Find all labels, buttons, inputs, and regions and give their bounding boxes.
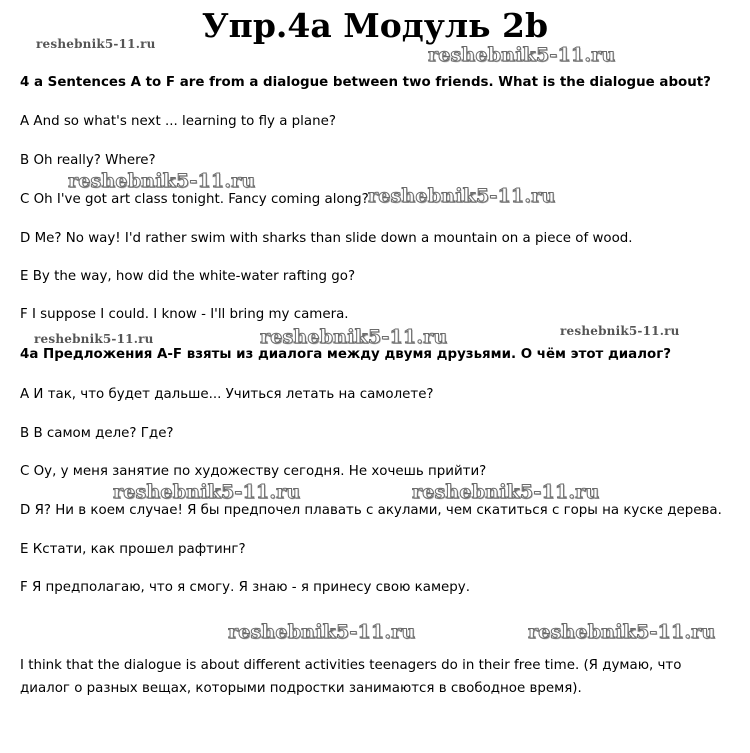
watermark: reshebnik5-11.ru: [368, 185, 556, 207]
russian-line-e: E Кстати, как прошел рафтинг?: [20, 542, 246, 557]
english-line-f: F I suppose I could. I know - I'll bring my camera.: [20, 307, 349, 322]
watermark: reshebnik5-11.ru: [560, 324, 680, 338]
english-line-b: B Oh really? Where?: [20, 153, 156, 168]
watermark: reshebnik5-11.ru: [260, 326, 448, 348]
russian-line-f: F Я предполагаю, что я смогу. Я знаю - я принесу свою камеру.: [20, 580, 470, 595]
english-line-a: A And so what's next ... learning to fly a plane?: [20, 114, 336, 129]
russian-task-heading: 4а Предложения A-F взяты из диалога между двумя друзьями. О чём этот диалог?: [20, 347, 671, 362]
watermark: reshebnik5-11.ru: [228, 621, 416, 643]
watermark: reshebnik5-11.ru: [36, 37, 156, 51]
watermark: reshebnik5-11.ru: [428, 44, 616, 66]
watermark: reshebnik5-11.ru: [528, 621, 716, 643]
answer-text: I think that the dialogue is about different activities teenagers do in their free time. (Я думаю, что диалог о разных вещах, которыми подростки занимаются в свободное время).: [20, 658, 682, 696]
english-line-c: C Oh I've got art class tonight. Fancy coming along?: [20, 192, 369, 207]
page-title: Упр.4а Модуль 2b: [201, 6, 549, 45]
english-line-e: E By the way, how did the white-water rafting go?: [20, 269, 356, 284]
russian-line-b: B В самом деле? Где?: [20, 426, 174, 441]
english-task-heading: 4 a Sentences A to F are from a dialogue between two friends. What is the dialogue about?: [20, 75, 711, 90]
watermark: reshebnik5-11.ru: [113, 481, 301, 503]
english-line-d: D Me? No way! I'd rather swim with sharks than slide down a mountain on a piece of wood.: [20, 231, 633, 246]
watermark: reshebnik5-11.ru: [412, 481, 600, 503]
russian-line-a: A И так, что будет дальше... Учиться летать на самолете?: [20, 387, 434, 402]
watermark: reshebnik5-11.ru: [34, 332, 154, 346]
russian-line-c: C Оу, у меня занятие по художеству сегодня. Не хочешь прийти?: [20, 464, 487, 479]
watermark: reshebnik5-11.ru: [68, 170, 256, 192]
russian-line-d: D Я? Ни в коем случае! Я бы предпочел плавать с акулами, чем скатиться с горы на куске дерева.: [20, 503, 722, 518]
